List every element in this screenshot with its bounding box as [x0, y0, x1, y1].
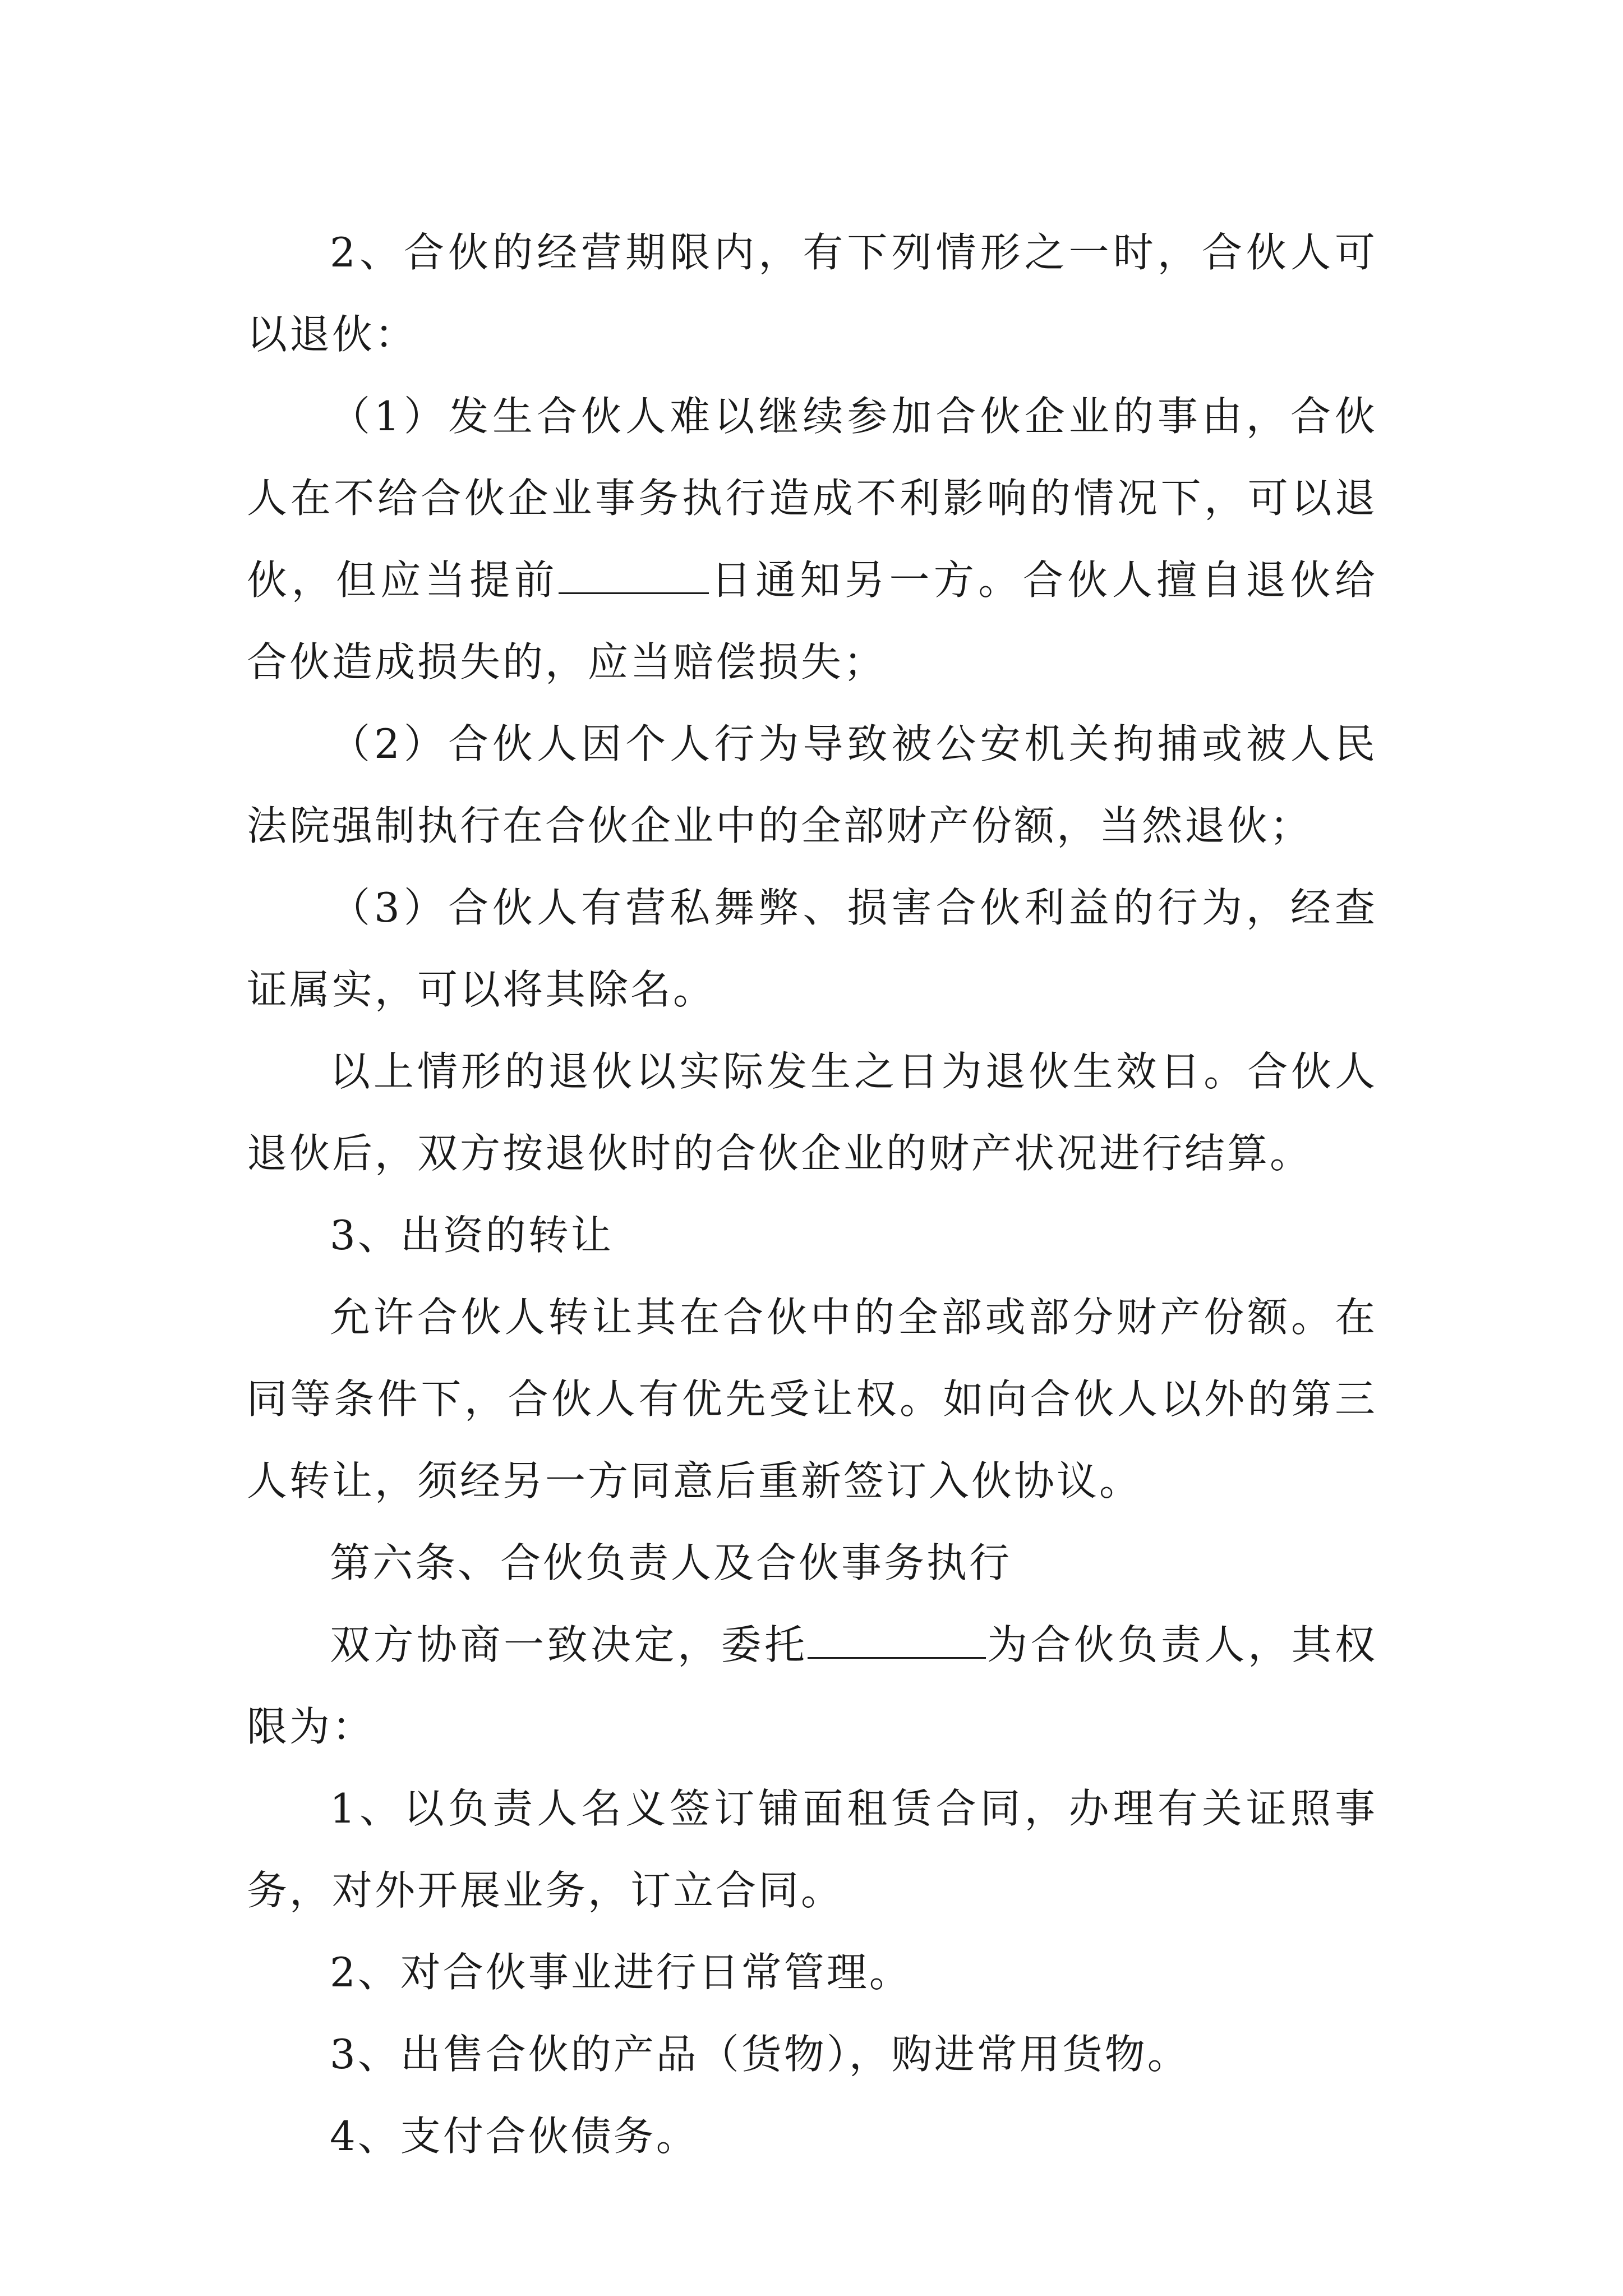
paragraph-text: 3、出资的转让 [330, 1212, 614, 1259]
article-six-heading [247, 1522, 1377, 1604]
paragraph-text: 4、支付合伙债务。 [330, 2113, 699, 2160]
paragraph-text: 第六条、合伙负责人及合伙事务执行 [330, 1539, 1012, 1586]
paragraph-text: 允许合伙人转让其在合伙中的全部或部分财产份额。在同等条件下，合伙人有优先受让权。如向合伙人以外的第三人转让，须经另一方同意后重新签订入伙协议。 [247, 1294, 1377, 1504]
authority-item-3 [247, 2013, 1377, 2095]
document-body [247, 211, 1377, 2177]
responsible-person-blank [808, 1623, 986, 1659]
paragraph-text: （3）合伙人有营私舞弊、损害合伙利益的行为，经查证属实，可以将其除名。 [247, 884, 1377, 1013]
paragraph-text: 日通知另一方。合伙人擅自退伙给合伙造成损失的，应当赔偿损失； [247, 556, 1377, 685]
clause-withdrawal-settlement [247, 1030, 1377, 1194]
paragraph-text: 2、合伙的经营期限内，有下列情形之一时，合伙人可以退伙： [247, 229, 1377, 358]
authority-item-1 [247, 1768, 1377, 1931]
clause-transfer-body [247, 1276, 1377, 1522]
paragraph-text: 以上情形的退伙以实际发生之日为退伙生效日。合伙人退伙后，双方按退伙时的合伙企业的财产状况进行结算。 [247, 1048, 1377, 1177]
paragraph-text: 3、出售合伙的产品（货物），购进常用货物。 [330, 2031, 1190, 2078]
clause-transfer-heading [247, 1194, 1377, 1276]
paragraph-text: 为合伙负责人，其权限为： [247, 1621, 1377, 1750]
article-six-appointment [247, 1604, 1377, 1768]
authority-item-4 [247, 2095, 1377, 2177]
clause-withdrawal-item-2 [247, 703, 1377, 867]
clause-withdrawal-item-1 [247, 375, 1377, 703]
notice-days-blank [559, 559, 709, 594]
paragraph-text: （2）合伙人因个人行为导致被公安机关拘捕或被人民法院强制执行在合伙企业中的全部财产份额，当然退伙； [247, 720, 1377, 849]
clause-withdrawal-intro [247, 211, 1377, 375]
authority-item-2 [247, 1931, 1377, 2013]
paragraph-text: 1、以负责人名义签订铺面租赁合同，办理有关证照事务，对外开展业务，订立合同。 [247, 1785, 1377, 1914]
clause-withdrawal-item-3 [247, 867, 1377, 1030]
paragraph-text: 双方协商一致决定，委托 [330, 1621, 808, 1668]
paragraph-text: （1）发生合伙人难以继续参加合伙企业的事由，合伙人在不给合伙企业事务执行造成不利影响的情况下，可以退伙，但应当提前 [247, 393, 1377, 604]
paragraph-text: 2、对合伙事业进行日常管理。 [330, 1949, 912, 1996]
